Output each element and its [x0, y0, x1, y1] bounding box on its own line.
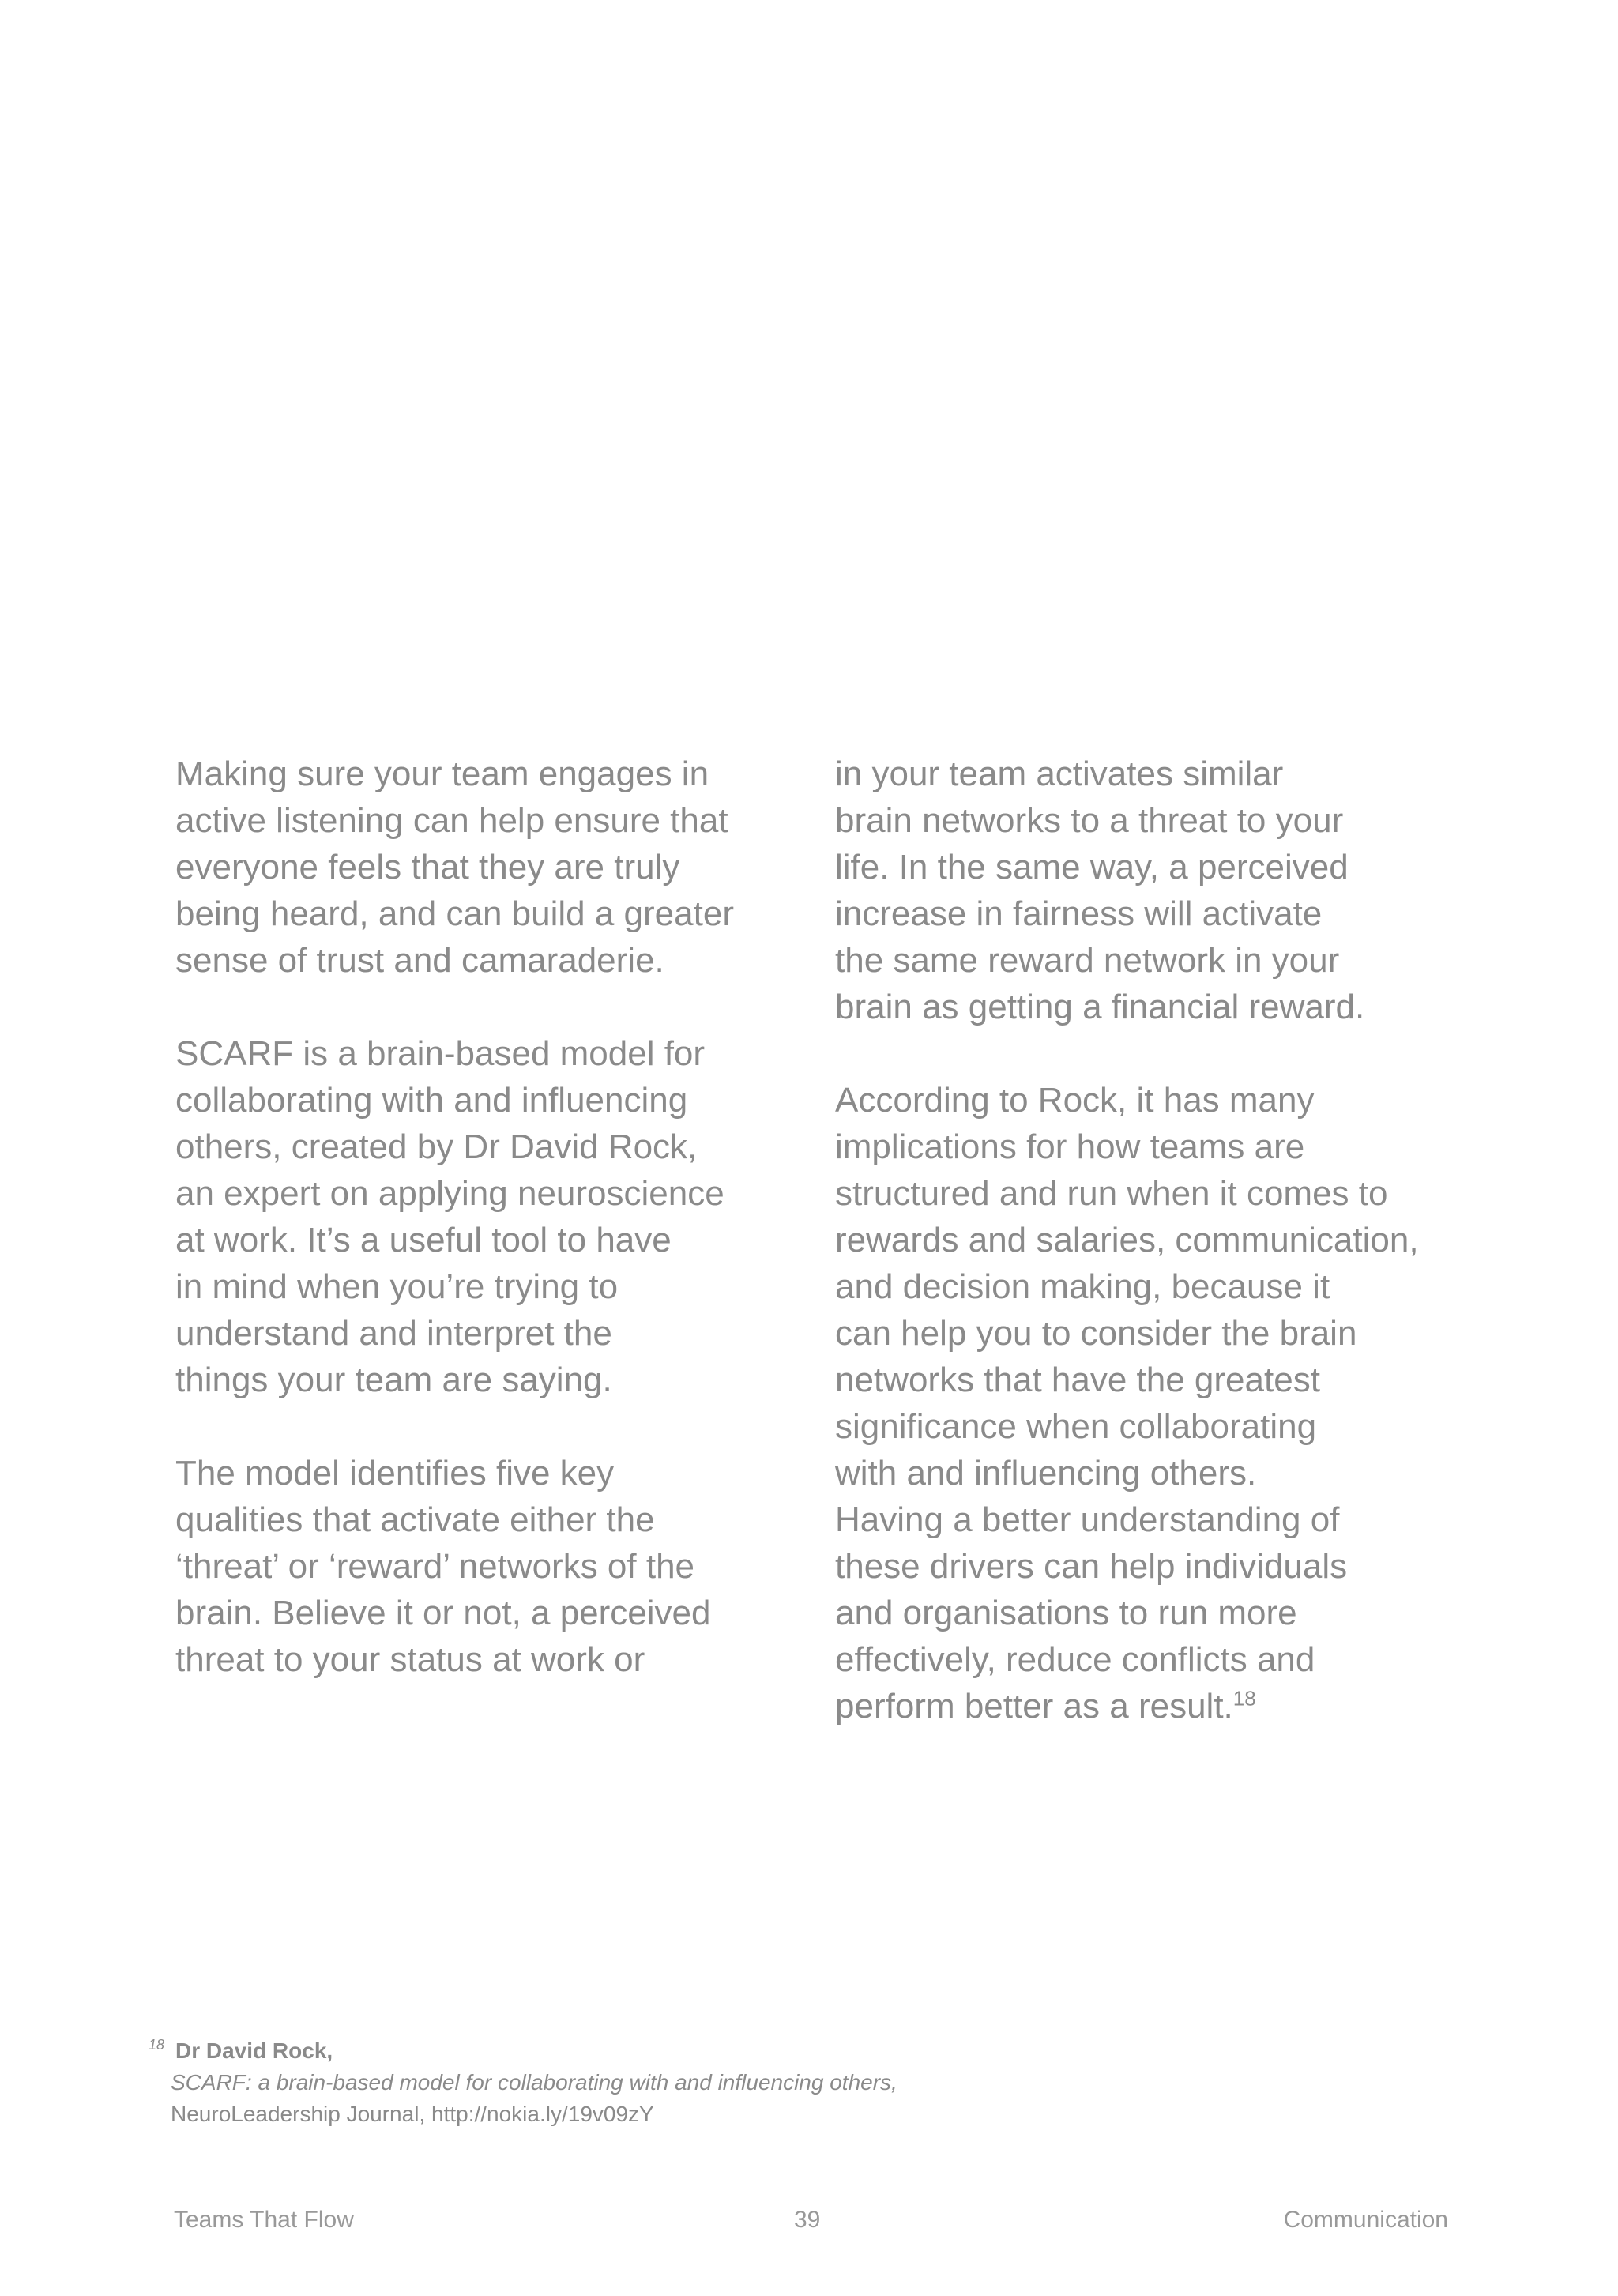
text-line: increase in fairness will activate [835, 894, 1323, 933]
text-line: everyone feels that they are truly [175, 848, 680, 886]
paragraph-model-qualities [175, 1450, 776, 1683]
text-line: ‘threat’ or ‘reward’ networks of the [175, 1547, 695, 1586]
text-line: threat to your status at work or [175, 1640, 645, 1679]
text-line: Having a better understanding of [835, 1500, 1340, 1539]
text-line: networks that have the greatest [835, 1361, 1320, 1399]
text-line: effectively, reduce conflicts and [835, 1640, 1315, 1679]
text-line: Making sure your team engages in [175, 755, 709, 793]
text-line: can help you to consider the brain [835, 1314, 1357, 1353]
text-line: things your team are saying. [175, 1361, 612, 1399]
text-line: with and influencing others. [835, 1454, 1257, 1492]
text-line: active listening can help ensure that [175, 801, 728, 840]
text-line: brain as getting a financial reward. [835, 988, 1365, 1026]
text-line-with-footnote [835, 1683, 1451, 1730]
text-line: qualities that activate either the [175, 1500, 655, 1539]
paragraph-implications [835, 1077, 1451, 1730]
text-line: brain. Believe it or not, a perceived [175, 1594, 711, 1632]
right-text-column [835, 751, 1451, 1776]
footer-section-title: Communication [1283, 2207, 1448, 2233]
text-line: and organisations to run more [835, 1594, 1297, 1632]
text-line: the same reward network in your [835, 941, 1340, 980]
text-line: being heard, and can build a greater [175, 894, 734, 933]
text-line: in your team activates similar [835, 755, 1284, 793]
text-line: sense of trust and camaraderie. [175, 941, 664, 980]
text-line: at work. It’s a useful tool to have [175, 1221, 672, 1259]
text-line: life. In the same way, a perceived [835, 848, 1349, 886]
footnote-reference[interactable]: 18 [1232, 1686, 1256, 1711]
text-line: others, created by Dr David Rock, [175, 1127, 698, 1166]
text-line: perform better as a result. [835, 1687, 1233, 1726]
paragraph-active-listening [175, 751, 776, 984]
text-line: collaborating with and influencing [175, 1081, 688, 1120]
text-line: significance when collaborating [835, 1407, 1317, 1446]
footnote-author: Dr David Rock, [175, 2038, 333, 2063]
text-line: understand and interpret the [175, 1314, 612, 1353]
text-line: rewards and salaries, communication, [835, 1221, 1419, 1259]
text-line: these drivers can help individuals [835, 1547, 1348, 1586]
text-line: implications for how teams are [835, 1127, 1305, 1166]
footer-page-number: 39 [794, 2207, 821, 2233]
text-line: The model identifies five key [175, 1454, 615, 1492]
text-line: SCARF is a brain-based model for [175, 1034, 706, 1073]
footnote-title: SCARF: a brain-based model for collaborating with and influencing others, [171, 2070, 897, 2095]
footer-document-title: Teams That Flow [174, 2207, 354, 2233]
text-line: structured and run when it comes to [835, 1174, 1388, 1213]
text-line: an expert on applying neuroscience [175, 1174, 724, 1213]
footnote-marker: 18 [149, 2037, 165, 2053]
text-line: According to Rock, it has many [835, 1081, 1315, 1120]
text-line: and decision making, because it [835, 1267, 1330, 1306]
left-text-column [175, 751, 776, 1730]
text-line: in mind when you’re trying to [175, 1267, 619, 1306]
footnote-source[interactable]: NeuroLeadership Journal, http://nokia.ly/19v09zY [171, 2102, 654, 2126]
paragraph-scarf-intro [175, 1030, 776, 1403]
paragraph-brain-networks [835, 751, 1451, 1030]
text-line: brain networks to a threat to your [835, 801, 1344, 840]
